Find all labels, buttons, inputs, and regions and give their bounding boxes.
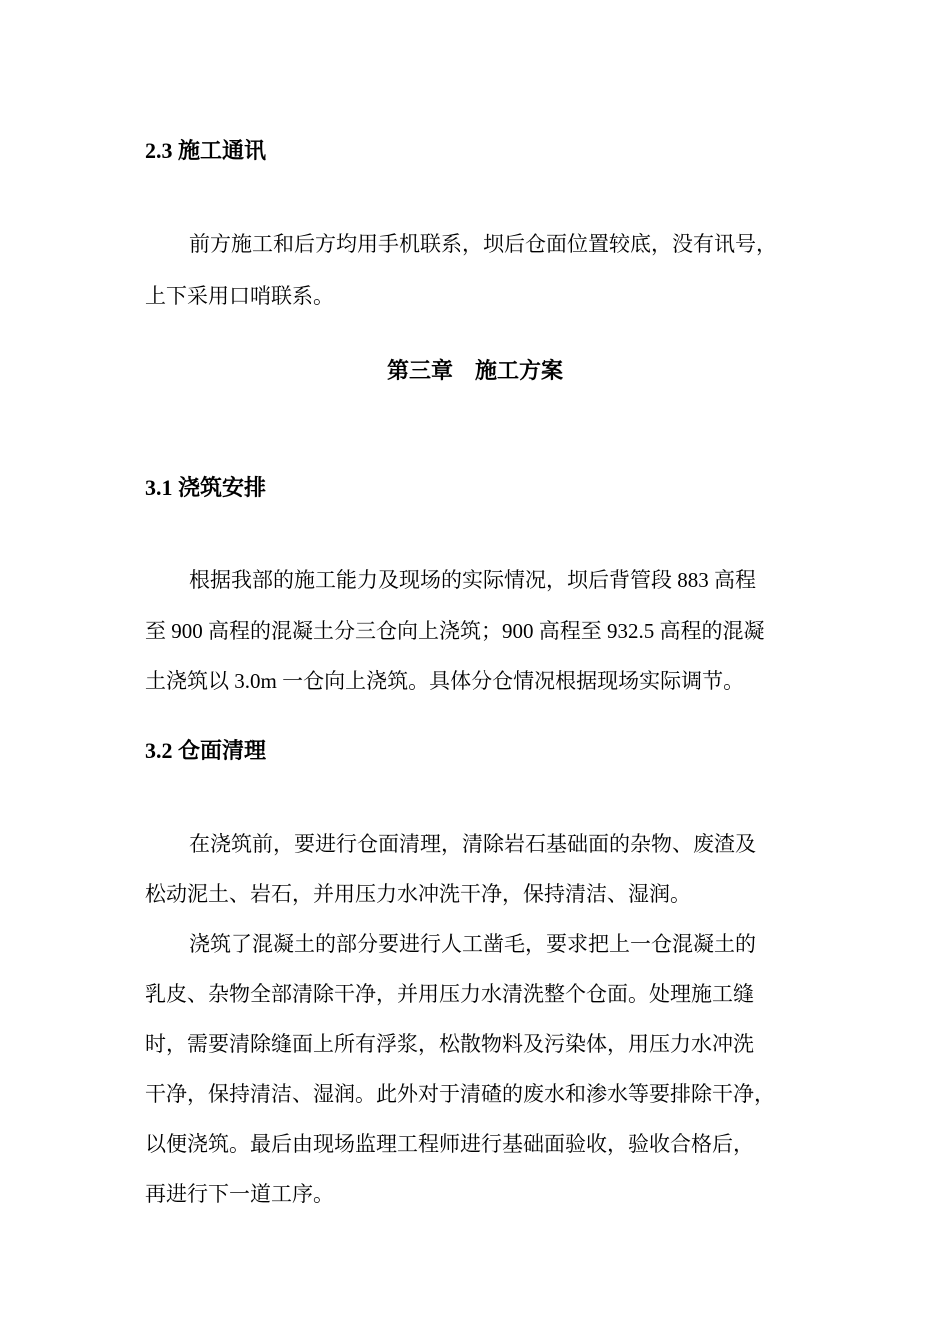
paragraph-line: 土浇筑以 3.0m 一仓向上浇筑。具体分仓情况根据现场实际调节。 [145,669,745,693]
paragraph-line: 时，需要清除缝面上所有浮浆，松散物料及污染体，用压力水冲洗 [145,1032,754,1056]
paragraph-line: 松动泥土、岩石，并用压力水冲洗干净，保持清洁、湿润。 [145,882,691,906]
paragraph-line: 至 900 高程的混凝土分三仓向上浇筑；900 高程至 932.5 高程的混凝 [145,619,765,643]
paragraph-line: 以便浇筑。最后由现场监理工程师进行基础面验收，验收合格后， [145,1132,754,1156]
paragraph-line: 浇筑了混凝土的部分要进行人工凿毛，要求把上一仓混凝土的 [189,932,756,956]
paragraph-line: 前方施工和后方均用手机联系，坝后仓面位置较底，没有讯号， [189,232,777,256]
chapter-title: 第三章 施工方案 [386,358,563,383]
section-heading-3-2: 3.2 仓面清理 [145,738,267,763]
section-heading-2-3: 2.3 施工通讯 [145,138,267,163]
paragraph-line: 根据我部的施工能力及现场的实际情况，坝后背管段 883 高程 [189,568,756,592]
paragraph-line: 干净，保持清洁、湿润。此外对于清碴的废水和渗水等要排除干净， [145,1082,775,1106]
section-heading-3-1: 3.1 浇筑安排 [145,475,267,500]
paragraph-line: 在浇筑前，要进行仓面清理，清除岩石基础面的杂物、废渣及 [189,832,756,856]
paragraph-line: 再进行下一道工序。 [145,1182,334,1206]
paragraph-line: 上下采用口哨联系。 [145,284,334,308]
paragraph-line: 乳皮、杂物全部清除干净，并用压力水清洗整个仓面。处理施工缝 [145,982,754,1006]
